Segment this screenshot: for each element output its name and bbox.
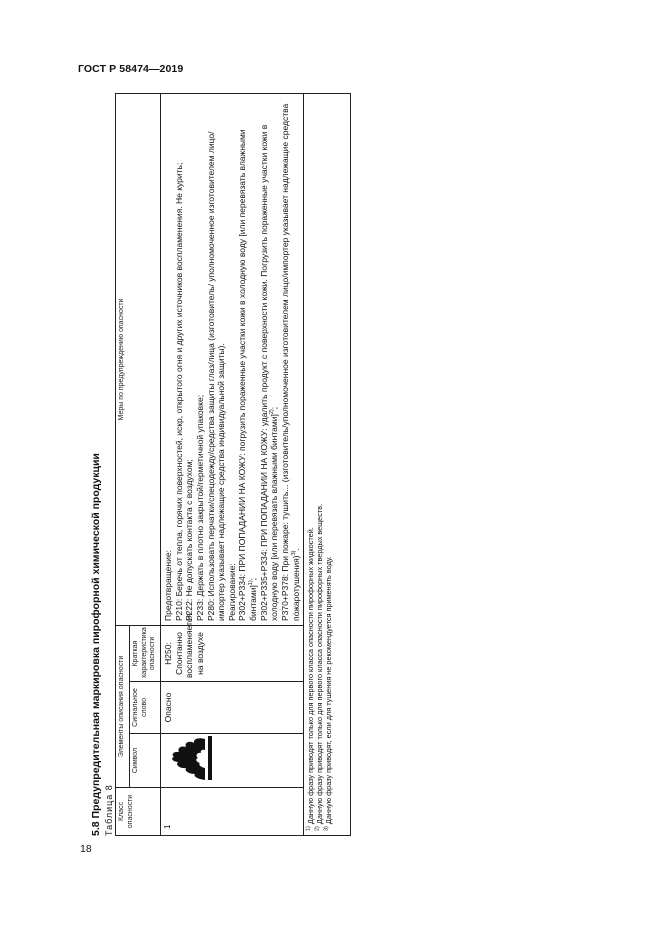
footnote-1-mark: 1): [305, 826, 312, 831]
footnote-ref-2: 2): [269, 409, 276, 415]
header-hazard-short: Краткая характеристика опасности: [129, 625, 160, 681]
footnote-3-mark: 3): [323, 826, 330, 831]
prevention-title: Предотвращение:: [163, 550, 173, 621]
footnote-ref-3: 3): [290, 550, 297, 556]
header-symbol: Символ: [129, 734, 160, 788]
statement-p210: P210: Беречь от тепла, горячих поверхностей, искр, открытого огня и других источников воспламенения. Не курить;: [173, 162, 184, 621]
cell-class: 1: [161, 788, 304, 836]
table-row: [161, 93, 304, 835]
header-measures: Меры по предупреждению опасности: [116, 93, 161, 625]
footnote-1-text: Данную фразу приводят только для первого класса опасности пирофорных жидкостей.: [306, 527, 316, 825]
hazard-table: [115, 93, 351, 836]
response-title: Реагирование:: [226, 563, 237, 621]
footnotes: [304, 93, 351, 835]
statement-p222: P222: Не допускать контакта с воздухом;: [184, 459, 195, 621]
statement-p302-p335-text: P302+P335+P334: ПРИ ПОПАДАНИИ НА КОЖУ: удалить продукт с поверхности кожи. Погрузить пораженные участки кожи в холодную воду [или перевязать влажными бинтами]: [258, 124, 280, 621]
cell-measures: [161, 93, 304, 625]
footnote-1: [306, 98, 315, 831]
rotated-table-block: [90, 94, 416, 836]
statement-p302-p334-text: P302+P334: ПРИ ПОПАДАНИИ НА КОЖУ: погрузить пораженные участки кожи в холодную воду [или перевязать влажными бинтами]: [237, 129, 258, 621]
footnote-3-text: Данную фразу приводят, если для тушения не рекомендуется применять воду.: [324, 556, 334, 825]
cell-hazard-statement: H250: Спонтанно воспламеняется на воздухе: [161, 625, 304, 681]
table-label: Таблица 8: [104, 784, 114, 836]
footnote-2: [315, 98, 324, 831]
document-header: ГОСТ Р 58474—2019: [78, 63, 184, 75]
footnote-2-mark: 2): [314, 826, 321, 831]
statement-p302-p334: P302+P334: ПРИ ПОПАДАНИИ НА КОЖУ: погрузить пораженные участки кожи в холодную воду [или перевязать влажными бинтами]$^{1)}$;: [237, 129, 258, 621]
cell-signal-word: Опасно: [161, 682, 304, 734]
section-title: 5.8 Предупредительная маркировка пирофорной химической продукции: [90, 453, 102, 836]
statement-p233: P233: Держать в плотно закрытой/герметичной упаковке;: [194, 394, 205, 621]
cell-symbol: [161, 734, 304, 788]
footnotes-row: [304, 93, 351, 835]
statement-p280: P280: Использовать перчатки/спецодежду/средства защиты глаз/лица (изготовитель/ уполномоченное изготовителем лицо/импортер указывает надлежащие средства индивидуальной защиты).: [205, 131, 227, 621]
header-signal-word: Сигнальное слово: [129, 682, 160, 734]
header-elements-group: Элементы описания опасности: [116, 625, 130, 787]
statement-p370-p378-text: P370+P378: При пожаре: тушить... (изготовитель/уполномоченное изготовителем лицо/импортер указывает надлежащие средства пожаротушения): [279, 103, 301, 621]
table-header-row: [116, 93, 130, 835]
statement-p370-p378: P370+P378: При пожаре: тушить... (изготовитель/уполномоченное изготовителем лицо/импортер указывает надлежащие средства пожаротушения)$^{3)}$.: [279, 103, 301, 621]
flame-pictogram-icon: [169, 732, 218, 784]
header-class: Класс опасности: [116, 788, 161, 836]
statement-p302-p335-p334: P302+P335+P334: ПРИ ПОПАДАНИИ НА КОЖУ: удалить продукт с поверхности кожи. Погрузить пораженные участки кожи в холодную воду [или перевязать влажными бинтами]$^{2)}$;: [258, 124, 280, 621]
page-number: 18: [80, 843, 92, 855]
footnote-ref-1: 1): [248, 580, 255, 586]
footnote-3: [324, 98, 333, 831]
footnote-2-text: Данную фразу приводят только для первого класса опасности пирофорных твердых веществ.: [315, 503, 325, 825]
